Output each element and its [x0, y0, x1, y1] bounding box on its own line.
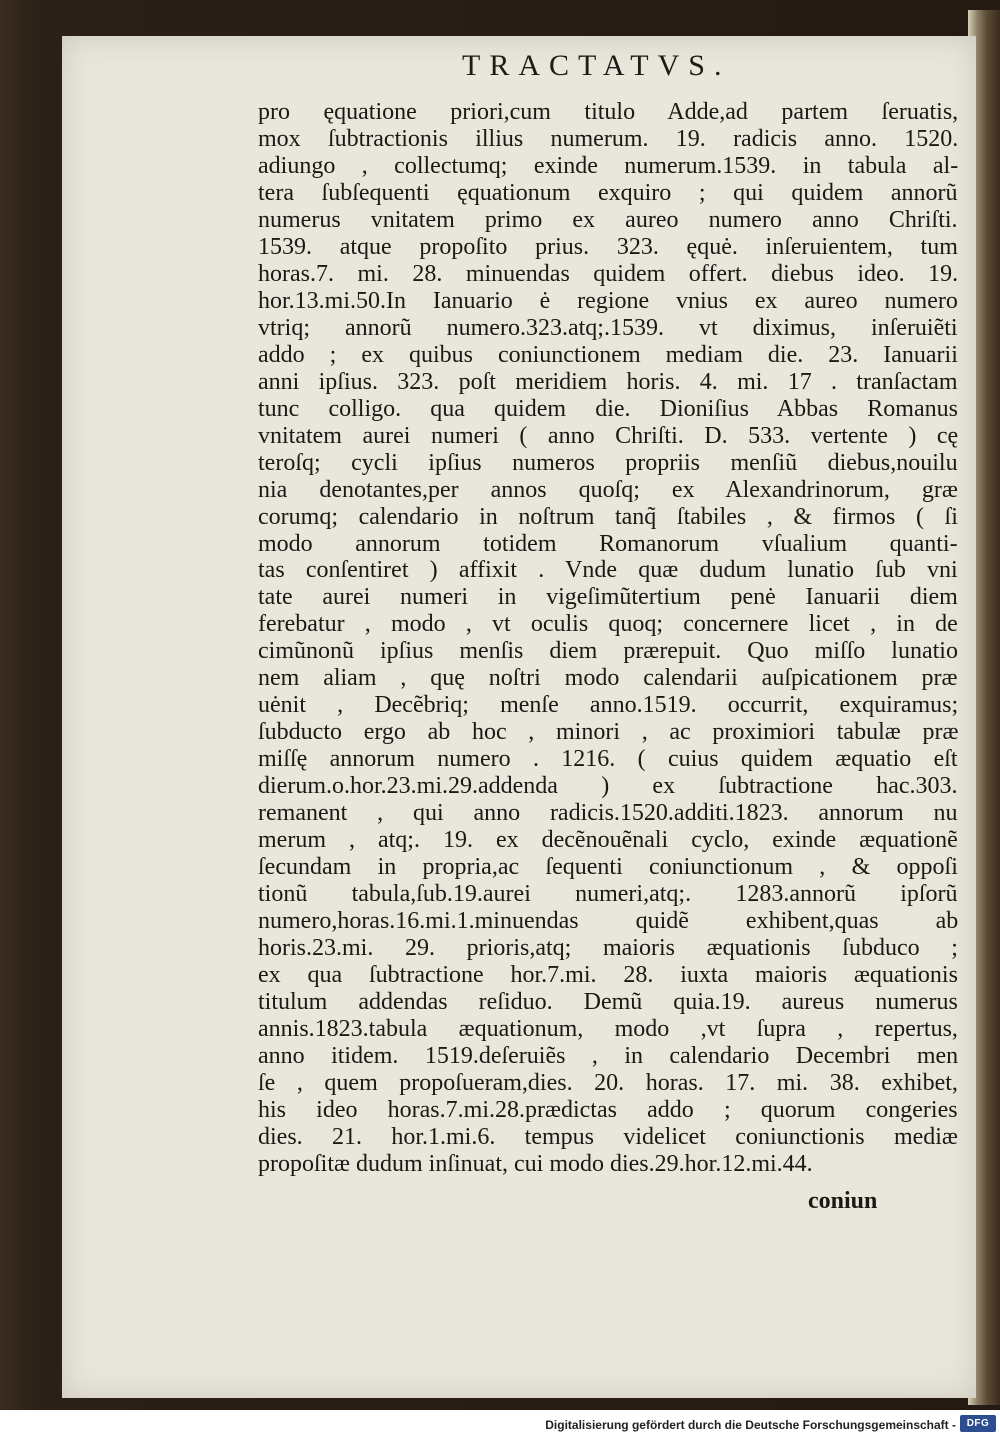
running-head: TRACTATVS. [462, 49, 731, 82]
text-line: tunc colligo. qua quidem die. Dioniſius Abbas Romanus [258, 395, 958, 422]
text-line: dierum.o.hor.23.mi.29.addenda ) ex ſubtractione hac.303. [258, 773, 958, 800]
text-line: horis.23.mi. 29. prioris,atq; maioris æquationis ſubduco ; [258, 935, 958, 962]
text-line: tionũ tabula,ſub.19.aurei numeri,atq;. 1283.annorũ ipſorũ [258, 881, 958, 908]
text-line: addo ; ex quibus coniunctionem mediam die. 23. Ianuarii [258, 341, 958, 368]
text-line: vnitatem aurei numeri ( anno Chriſti. D. 533. vertente ) cę [258, 422, 958, 449]
catchword: coniun [808, 1188, 878, 1214]
text-line: tate aurei numeri in vigeſimũtertium penė Ianuarii diem [258, 584, 958, 611]
text-line: ſubducto ergo ab hoc , minori , ac proximiori tabulæ præ [258, 719, 958, 746]
text-line: his ideo horas.7.mi.28.prædictas addo ; quorum congeries [258, 1096, 958, 1123]
text-line: dies. 21. hor.1.mi.6. tempus videlicet coniunctionis mediæ [258, 1123, 958, 1150]
text-line: miſſę annorum numero . 1216. ( cuius quidem æquatio eſt [258, 746, 958, 773]
text-line: uėnit , Decẽbriq; menſe anno.1519. occurrit, exquiramus; [258, 692, 958, 719]
text-line: annis.1823.tabula æquationum, modo ,vt ſupra , repertus, [258, 1015, 958, 1042]
text-line: tas conſentiret ) affixit . Vnde quæ dudum lunatio ſub vni [258, 557, 958, 584]
text-line: numerus vnitatem primo ex aureo numero anno Chriſti. [258, 206, 958, 233]
book-page [62, 36, 976, 1398]
text-line: ſe , quem propoſueram,dies. 20. horas. 17. mi. 38. exhibet, [258, 1069, 958, 1096]
funding-credit: Digitalisierung gefördert durch die Deutsche Forschungsgemeinschaft - [545, 1418, 956, 1432]
text-line: teroſq; cycli ipſius numeros propriis menſiũ diebus,nouilu [258, 449, 958, 476]
text-line: corumq; calendario in noſtrum tanq̃ ſtabiles , & firmos ( ſi [258, 503, 958, 530]
text-line: hor.13.mi.50.In Ianuario ė regione vnius ex aureo numero [258, 287, 958, 314]
text-line: remanent , qui anno radicis.1520.additi.1823. annorum nu [258, 800, 958, 827]
text-line: horas.7. mi. 28. minuendas quidem offert. diebus ideo. 19. [258, 260, 958, 287]
text-line: vtriq; annorũ numero.323.atq;.1539. vt diximus, inſeruiẽti [258, 314, 958, 341]
text-line: merum , atq;. 19. ex decẽnouẽnali cyclo, exinde æquationẽ [258, 827, 958, 854]
text-line: 1539. atque propoſito prius. 323. ęquė. inſeruientem, tum [258, 233, 958, 260]
body-text [258, 99, 958, 1178]
text-line: cimũnonũ ipſius menſis diem prærepuit. Quo miſſo lunatio [258, 638, 958, 665]
text-line: pro ęquatione priori,cum titulo Adde,ad partem ſeruatis, [258, 99, 958, 125]
dfg-logo: DFG [960, 1415, 996, 1432]
text-line: titulum addendas reſiduo. Demũ quia.19. aureus numerus [258, 988, 958, 1015]
text-line: nia denotantes,per annos quoſq; ex Alexandrinorum, græ [258, 476, 958, 503]
text-line: ſecundam in propria,ac ſequenti coniunctionum , & oppoſi [258, 854, 958, 881]
text-line: ferebatur , modo , vt oculis quoq; concernere licet , in de [258, 611, 958, 638]
footer-strip [0, 1410, 1000, 1438]
text-line: mox ſubtractionis illius numerum. 19. radicis anno. 1520. [258, 125, 958, 152]
text-line: modo annorum totidem Romanorum vſualium quanti- [258, 530, 958, 557]
text-line: anno itidem. 1519.deſeruiẽs , in calendario Decembri men [258, 1042, 958, 1069]
text-line: numero,horas.16.mi.1.minuendas quidẽ exhibent,quas ab [258, 908, 958, 935]
text-line: tera ſubſequenti ęquationum exquiro ; qui quidem annorũ [258, 179, 958, 206]
text-line: adiungo , collectumq; exinde numerum.1539. in tabula al- [258, 152, 958, 179]
text-line: anni ipſius. 323. poſt meridiem horis. 4. mi. 17 . tranſactam [258, 368, 958, 395]
text-line: nem aliam , quę noſtri modo calendarii auſpicationem præ [258, 665, 958, 692]
text-line: ex qua ſubtractione hor.7.mi. 28. iuxta maioris æquationis [258, 962, 958, 988]
text-line: propoſitæ dudum inſinuat, cui modo dies.29.hor.12.mi.44. [258, 1150, 813, 1177]
